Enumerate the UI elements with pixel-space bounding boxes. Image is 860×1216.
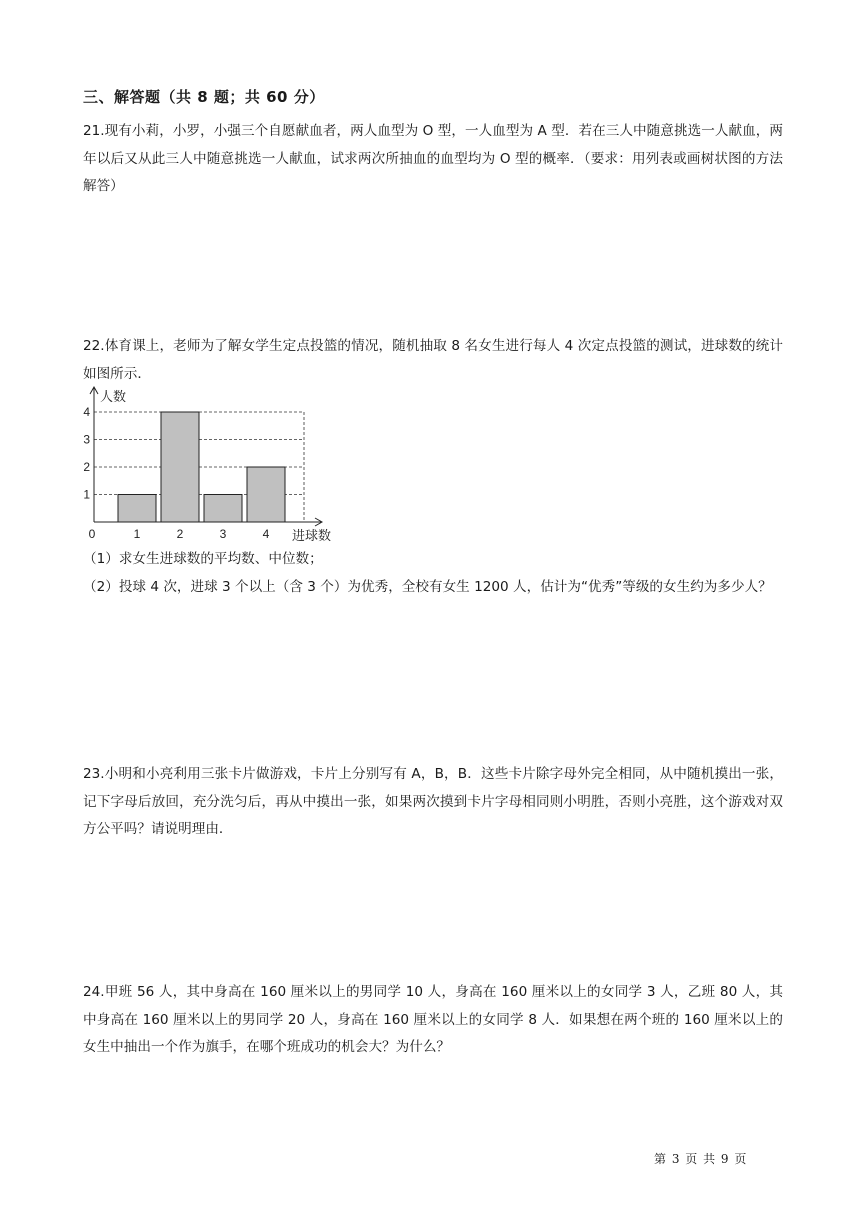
bar-1	[118, 495, 156, 523]
question-23-text: 23.小明和小亮利用三张卡片做游戏，卡片上分别写有 A，B，B．这些卡片除字母外完全相同，从中随机摸出一张，记下字母后放回，充分洗匀后，再从中摸出一张，如果两次摸到卡片字母相同则小明胜，否则小亮胜，这个游戏对双方公平吗？请说明理由．	[83, 766, 783, 837]
question-22-parts	[83, 545, 783, 601]
x-tick-label-2: 2	[176, 527, 184, 541]
y-tick-label-4: 4	[83, 405, 90, 419]
y-tick-label-1: 1	[83, 487, 90, 502]
x-tick-label-4: 4	[262, 527, 270, 541]
x-tick-label-3: 3	[219, 527, 227, 541]
y-tick-label-3: 3	[83, 432, 90, 447]
bar-3	[204, 495, 242, 523]
question-23	[83, 761, 783, 844]
question-24	[83, 979, 783, 1062]
question-21	[83, 118, 783, 201]
page-footer: 第 3 页 共 9 页	[654, 1152, 748, 1166]
y-axis-label: 人数	[100, 390, 127, 405]
bar-2	[161, 412, 199, 522]
bar-4	[247, 467, 285, 522]
question-21-text: 21.现有小莉，小罗，小强三个自愿献血者，两人血型为 O 型，一人血型为 A 型．若在三人中随意挑选一人献血，两年以后又从此三人中随意挑选一人献血，试求两次所抽血的血型均为 O 型的概率．（要求：用列表或画树状图的方法解答）	[83, 123, 783, 194]
question-22	[83, 333, 783, 388]
origin-label: 0	[88, 527, 96, 541]
question-22-stem: 22.体育课上，老师为了解女学生定点投篮的情况，随机抽取 8 名女生进行每人 4 次定点投篮的测试，进球数的统计如图所示．	[83, 338, 783, 382]
x-tick-label-1: 1	[133, 527, 141, 541]
question-22-part-1: （1）求女生进球数的平均数、中位数；	[83, 551, 323, 567]
question-24-text: 24.甲班 56 人，其中身高在 160 厘米以上的男同学 10 人，身高在 160 厘米以上的女同学 3 人，乙班 80 人，其中身高在 160 厘米以上的男同学 20 人，身高在 160 厘米以上的女同学 8 人．如果想在两个班的 160 厘米以上的女生中抽出一个作为旗手，在哪个班成功的机会大？为什么？	[83, 984, 783, 1055]
question-22-part-2: （2）投球 4 次，进球 3 个以上（含 3 个）为优秀，全校有女生 1200 人，估计为“优秀”等级的女生约为多少人？	[83, 579, 772, 595]
section-title: 三、解答题（共 8 题；共 60 分）	[83, 88, 325, 106]
y-tick-label-2: 2	[83, 460, 90, 474]
x-axis-label: 进球数	[292, 529, 332, 544]
bar-chart	[82, 385, 357, 545]
